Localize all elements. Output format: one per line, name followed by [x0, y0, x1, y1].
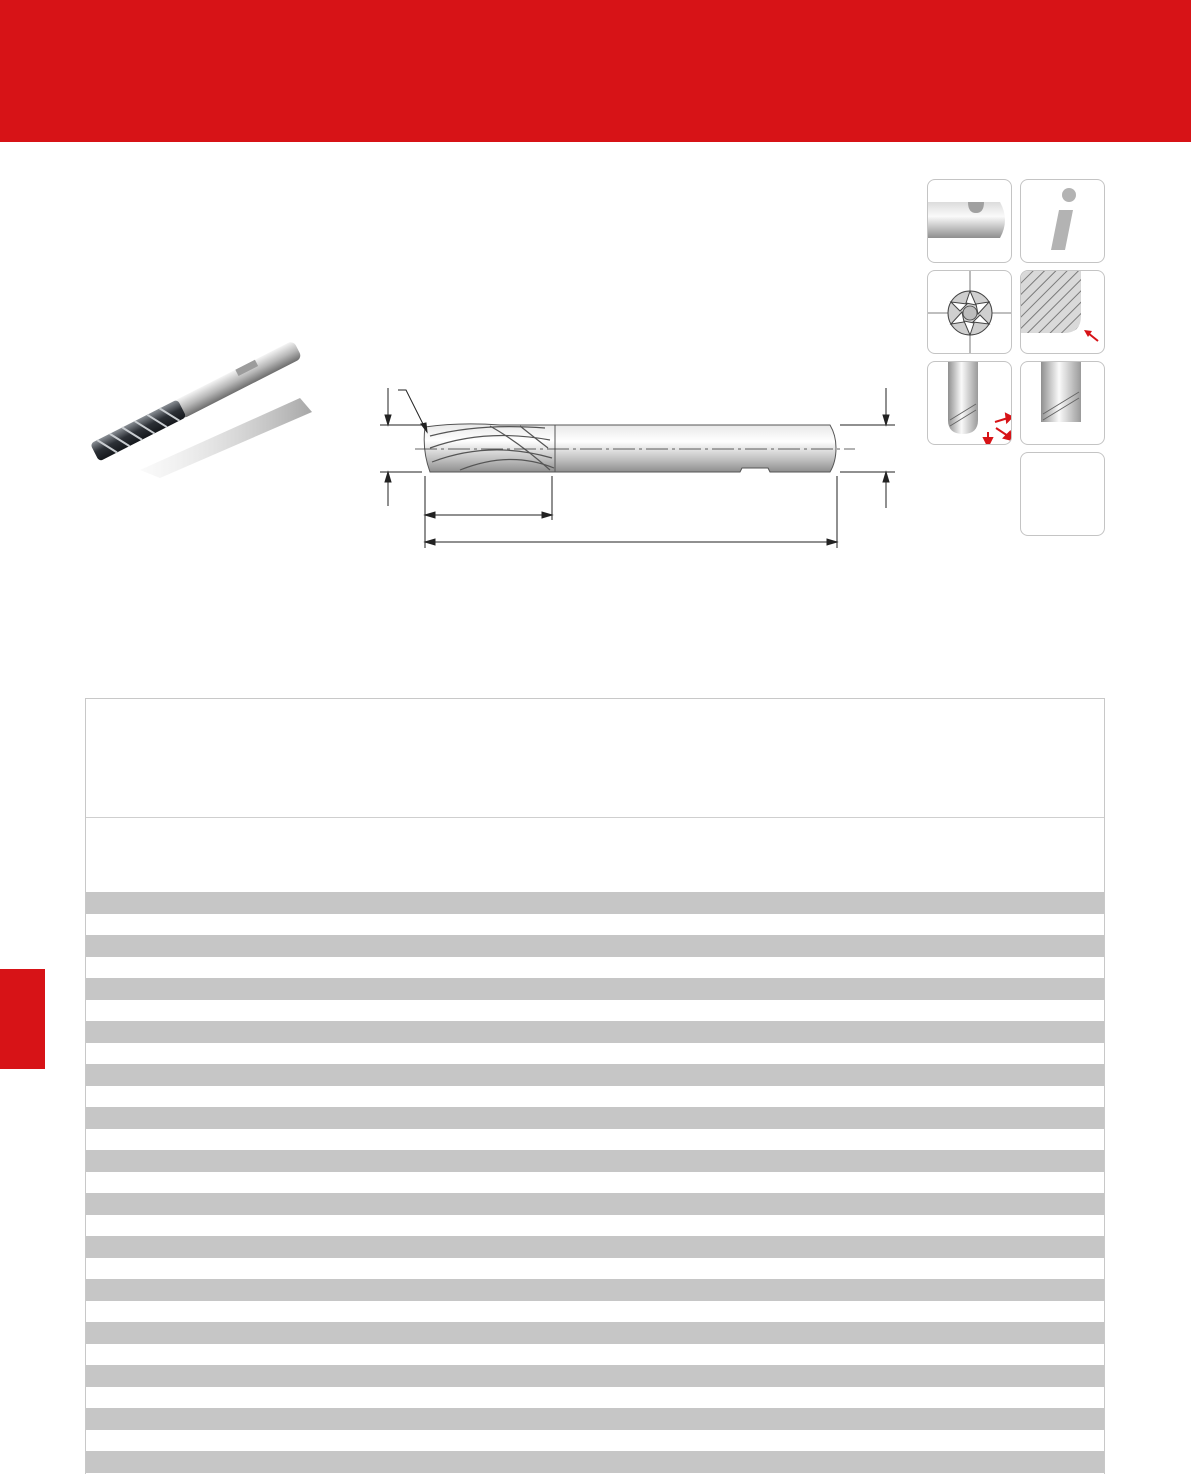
table-row	[86, 892, 1104, 914]
technical-drawing	[370, 378, 910, 553]
table-row	[86, 1258, 1104, 1280]
table-body	[86, 892, 1104, 1473]
table-row	[86, 1451, 1104, 1473]
table-row	[86, 1193, 1104, 1215]
table-row	[86, 1279, 1104, 1301]
table-row	[86, 1215, 1104, 1237]
table-row	[86, 1086, 1104, 1108]
table-row	[86, 1301, 1104, 1323]
weldon-shank-icon	[927, 179, 1012, 263]
section-tab	[0, 969, 45, 1069]
helix-angle-icon	[1020, 361, 1105, 445]
blank-icon-tile	[1020, 452, 1105, 536]
table-row	[86, 1408, 1104, 1430]
table-row	[86, 1322, 1104, 1344]
table-row	[86, 1236, 1104, 1258]
table-row	[86, 1172, 1104, 1194]
specification-table	[85, 698, 1105, 1474]
table-row	[86, 1129, 1104, 1151]
table-row	[86, 1365, 1104, 1387]
info-icon	[1020, 179, 1105, 263]
table-row	[86, 1430, 1104, 1452]
table-row	[86, 1150, 1104, 1172]
table-row	[86, 1107, 1104, 1129]
table-row	[86, 957, 1104, 979]
table-row	[86, 935, 1104, 957]
six-flute-cross-section-icon	[927, 270, 1012, 354]
table-header	[86, 699, 1104, 818]
table-row	[86, 1000, 1104, 1022]
table-row	[86, 1043, 1104, 1065]
product-photo	[80, 320, 316, 480]
table-row	[86, 978, 1104, 1000]
corner-radius-icon	[1020, 270, 1105, 354]
table-row	[86, 1387, 1104, 1409]
header-band	[0, 0, 1191, 142]
table-row	[86, 1021, 1104, 1043]
table-row	[86, 1064, 1104, 1086]
table-subheader	[86, 818, 1104, 892]
table-row	[86, 1344, 1104, 1366]
ramping-milling-direction-icon	[927, 361, 1012, 445]
table-row	[86, 914, 1104, 936]
